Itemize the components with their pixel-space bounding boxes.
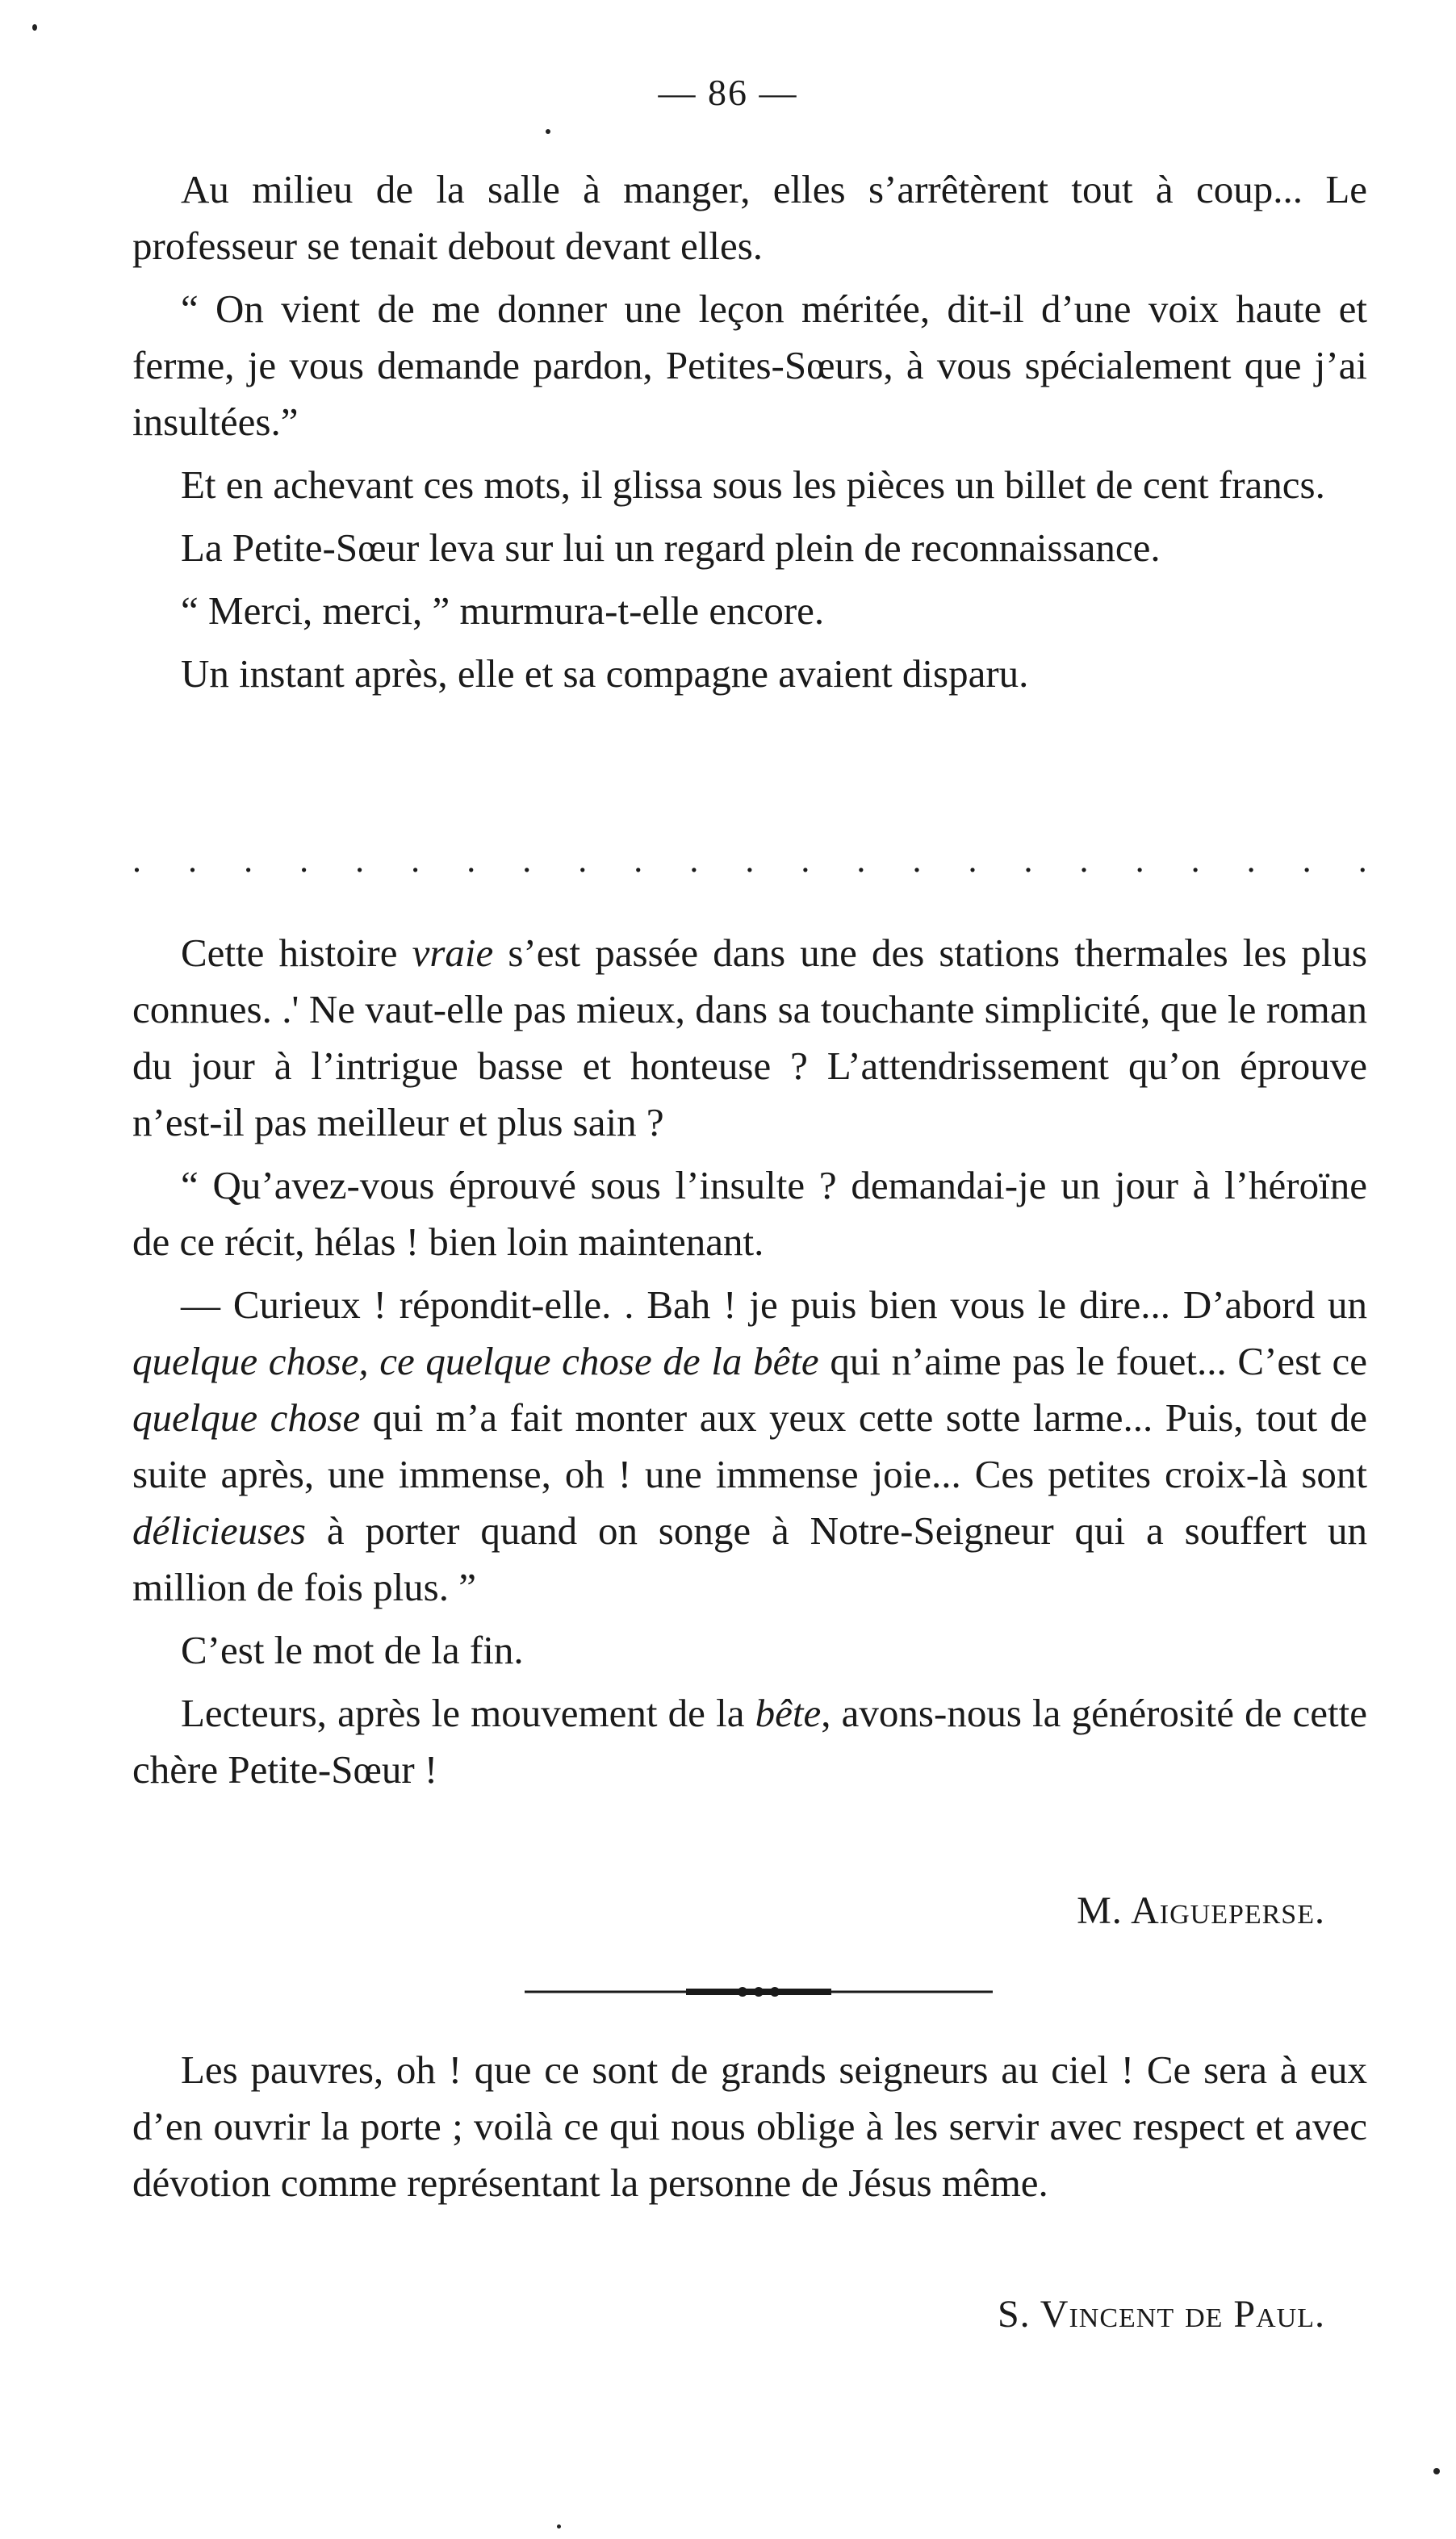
author-signature: M. Aigueperse.: [1077, 1889, 1325, 1932]
separator-dot: .: [1358, 840, 1367, 880]
separator-dot: .: [132, 840, 141, 880]
separator-dot: .: [467, 840, 476, 880]
page-number: — 86 —: [658, 72, 798, 113]
quote-attribution: S. Vincent de Paul.: [997, 2293, 1325, 2336]
paragraph: Un instant après, elle et sa compagne avaient disparu.: [181, 651, 1029, 696]
separator-dot: .: [578, 840, 588, 880]
separator-dot: .: [1135, 840, 1144, 880]
separator-dot: .: [856, 840, 866, 880]
separator-dot: .: [801, 840, 810, 880]
separator-dot: .: [912, 840, 922, 880]
separator-dot: .: [968, 840, 977, 880]
quote-paragraph: Les pauvres, oh ! que ce sont de grands seigneurs au ciel ! Ce sera à eux d’en ouvrir la porte ; voilà ce qui nous oblige à les servir avec respect et avec dévotion comme représentant la personne de Jésus même.: [132, 2048, 1367, 2205]
paragraph: — Curieux ! répondit-elle. . Bah ! je puis bien vous le dire... D’abord un quelque chose, ce quelque chose de la bête qui n’aime pas le fouet... C’est ce quelque chose qui m’a fait monter aux yeux cette sotte larme... Puis, tout de suite après, une immense, oh ! une immense joie... Ces petites croix-là sont délicieuses à porter quand on songe à Notre-Seigneur qui a souffert un million de fois plus. ”: [132, 1282, 1367, 1609]
separator-dot: .: [522, 840, 532, 880]
separator-dot: .: [355, 840, 365, 880]
separator-dot: .: [689, 840, 699, 880]
dotted-separator: [132, 839, 1367, 880]
scan-speck: [557, 2524, 561, 2529]
separator-dot: .: [1079, 840, 1089, 880]
paragraph: “ On vient de me donner une leçon méritée, dit-il d’une voix haute et ferme, je vous demande pardon, Petites-Sœurs, à vous spécialement que j’ai insultées.”: [132, 287, 1367, 444]
scan-speck: [1433, 2468, 1440, 2474]
separator-dot: .: [1190, 840, 1200, 880]
separator-dot: .: [299, 840, 309, 880]
paragraph: Au milieu de la salle à manger, elles s’arrêtèrent tout à coup... Le professeur se tenait debout devant elles.: [132, 167, 1367, 268]
paragraph: “ Qu’avez-vous éprouvé sous l’insulte ? demandai-je un jour à l’héroïne de ce récit, hélas ! bien loin maintenant.: [132, 1163, 1367, 1264]
paragraph: “ Merci, merci, ” murmura-t-elle encore.: [181, 588, 825, 633]
paragraph: Lecteurs, après le mouvement de la bête, avons-nous la générosité de cette chère Petite-Sœur !: [132, 1691, 1368, 1792]
section-3-text: [132, 2042, 1367, 2218]
paragraph: Et en achevant ces mots, il glissa sous les pièces un billet de cent francs.: [181, 462, 1325, 507]
scan-speck: [546, 129, 550, 134]
paragraph: La Petite-Sœur leva sur lui un regard plein de reconnaissance.: [181, 525, 1161, 570]
scan-speck: [32, 24, 37, 31]
separator-dot: .: [244, 840, 253, 880]
paragraph: Cette histoire vraie s’est passée dans une des stations thermales les plus connues. .' Ne vaut-elle pas mieux, dans sa touchante simplicité, que le roman du jour à l’intrigue basse et honteuse ? L’attendrissement qu’on éprouve n’est-il pas meilleur et plus sain ?: [132, 931, 1367, 1144]
separator-dot: .: [1302, 840, 1312, 880]
section-2-text: [132, 925, 1367, 1805]
separator-dot: .: [411, 840, 420, 880]
paragraph: C’est le mot de la fin.: [181, 1628, 524, 1672]
section-1-text: [132, 161, 1367, 709]
separator-dot: .: [634, 840, 643, 880]
separator-dot: .: [1023, 840, 1033, 880]
ornamental-rule: [525, 1984, 993, 2000]
separator-dot: .: [188, 840, 198, 880]
separator-dot: .: [1246, 840, 1256, 880]
separator-dot: .: [745, 840, 755, 880]
